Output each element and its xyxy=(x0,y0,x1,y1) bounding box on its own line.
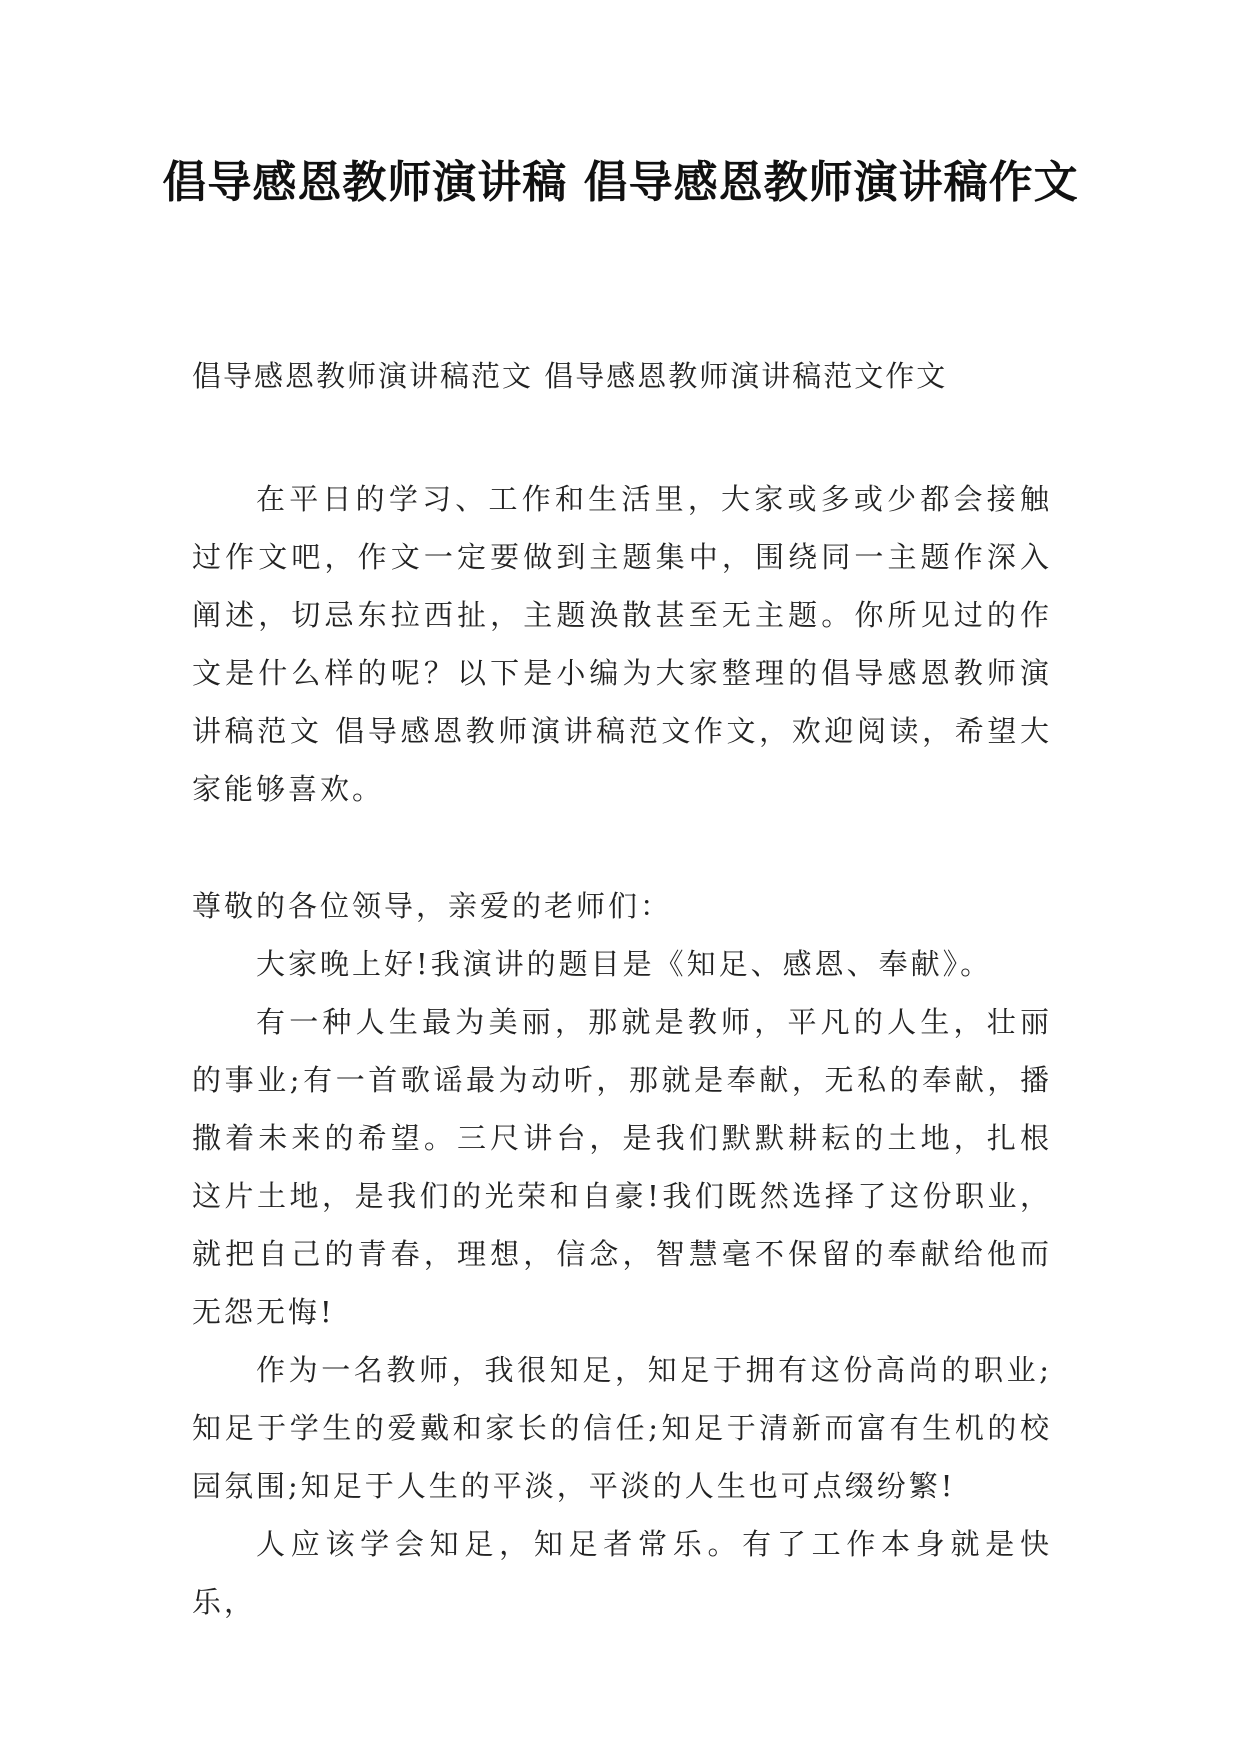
paragraph-body-3: 人应该学会知足，知足者常乐。有了工作本身就是快乐， xyxy=(192,1527,1052,1619)
paragraph-intro: 在平日的学习、工作和生活里，大家或多或少都会接触过作文吧，作文一定要做到主题集中，围绕同一主题作深入阐述，切忌东拉西扯，主题涣散甚至无主题。你所见过的作文是什么样的呢？以下是小编为大家整理的倡导感恩教师演讲稿范文 倡导感恩教师演讲稿范文作文，欢迎阅读，希望大家能够喜欢。 xyxy=(192,482,1052,806)
paragraph-greeting: 尊敬的各位领导，亲爱的老师们： xyxy=(192,889,673,923)
paragraph-hello: 大家晚上好!我演讲的题目是《知足、感恩、奉献》。 xyxy=(256,947,993,981)
paragraph-body-2: 作为一名教师，我很知足，知足于拥有这份高尚的职业;知足于学生的爱戴和家长的信任;知足于清新而富有生机的校园氛围;知足于人生的平淡，平淡的人生也可点缀纷繁! xyxy=(192,1353,1052,1503)
paragraph-body-1: 有一种人生最为美丽，那就是教师，平凡的人生，壮丽的事业;有一首歌谣最为动听，那就是奉献，无私的奉献，播撒着未来的希望。三尺讲台，是我们默默耕耘的土地，扎根这片土地，是我们的光荣和自豪!我们既然选择了这份职业，就把自己的青春，理想，信念，智慧毫不保留的奉献给他而无怨无悔! xyxy=(192,1005,1052,1329)
document-subtitle: 倡导感恩教师演讲稿范文 倡导感恩教师演讲稿范文作文 xyxy=(192,359,948,393)
document-title: 倡导感恩教师演讲稿 倡导感恩教师演讲稿作文 xyxy=(162,157,1079,208)
